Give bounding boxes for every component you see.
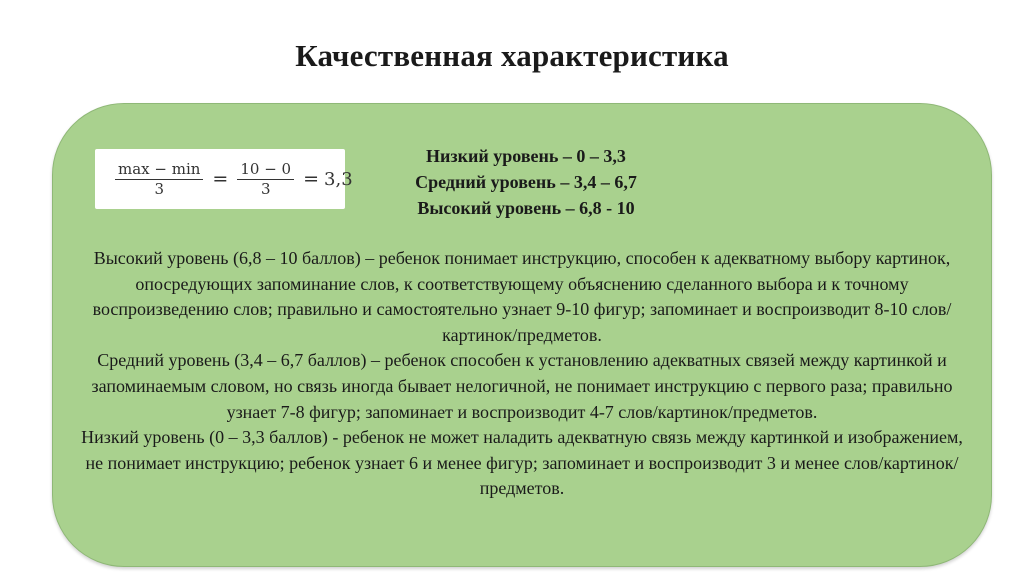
formula-denominator-2: 3 — [260, 179, 271, 198]
description-medium: Средний уровень (3,4 – 6,7 баллов) – ребенок способен к установлению адекватных связей между картинкой и запоминаемым словом, но связь иногда бывает нелогичной, не понимает инструкцию с первого раза; правильно узнает 7-8 фигур; запоминает и воспроизводит 4-7 слов/картинок/предметов. — [91, 350, 953, 422]
formula-fraction-2 — [237, 159, 294, 198]
level-descriptions — [80, 246, 964, 502]
level-high: Высокий уровень – 6,8 - 10 — [417, 198, 635, 218]
formula-equals-1: = — [212, 168, 229, 190]
formula-numerator-1: max − min — [115, 162, 203, 180]
description-low: Низкий уровень (0 – 3,3 баллов) - ребенок не может наладить адекватную связь между картинкой и изображением, не понимает инструкцию; ребенок узнает 6 и менее фигур; запоминает и воспроизводит 3 и менее слов/картинок/предметов. — [81, 427, 963, 499]
level-low: Низкий уровень – 0 – 3,3 — [426, 146, 626, 166]
page-title: Качественная характеристика — [295, 38, 729, 73]
formula-numerator-2: 10 − 0 — [237, 162, 294, 180]
formula-denominator-1: 3 — [154, 179, 164, 198]
formula-equals-2: = — [303, 168, 320, 190]
formula-image — [95, 149, 353, 209]
formula-result: 3,3 — [324, 168, 353, 190]
level-medium: Средний уровень – 3,4 – 6,7 — [415, 172, 637, 192]
level-ranges — [360, 143, 692, 221]
formula-fraction-1 — [115, 159, 203, 198]
description-high: Высокий уровень (6,8 – 10 баллов) – ребенок понимает инструкцию, способен к адекватному выбору картинок, опосредующих запоминание слов, к соответствующему объяснению сделанного выбора и к точному воспроизведению слов; правильно и самостоятельно узнает 9-10 фигур; запоминает и воспроизводит 8-10 слов/картинок/предметов. — [92, 248, 952, 345]
